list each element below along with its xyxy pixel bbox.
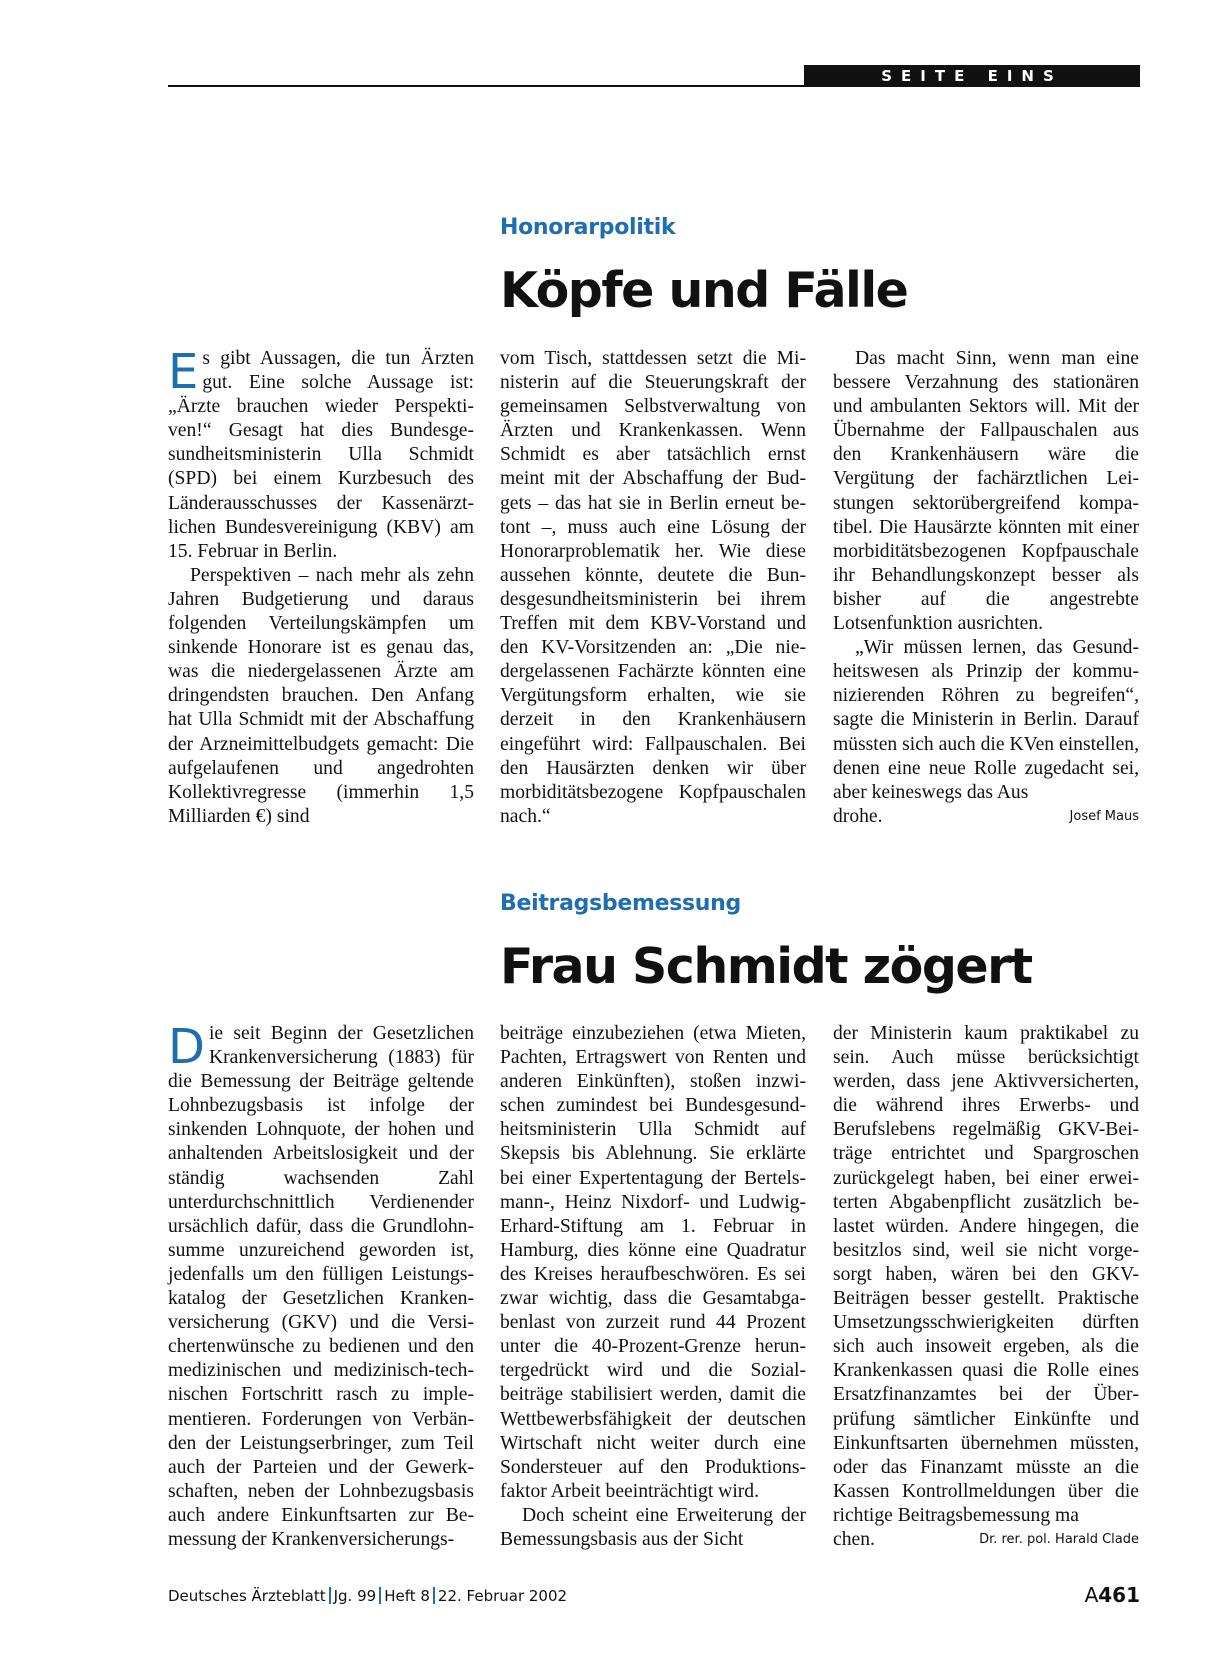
article2-author: Dr. rer. pol. Harald Clade xyxy=(979,1531,1139,1547)
article2-col1-paragraph-1: ie seit Beginn der Gesetzlichen Krankenversicherung (1883) für die Bemessung der Beiträge geltende Lohnbezugsbasis ist infolge der sinkenden Lohnquote, der hohen und anhaltenden Arbeitslosigkeit und der ständig wachsenden Zahl unterdurchschnittlich Verdienender ursächlich dafür, dass die Grundlohnsumme unzureichend geworden ist, jedenfalls um den fülligen Leistungskatalog der Gesetzlichen Krankenversicherung (GKV) und die Versichertenwünsche zu bedienen und den medizinischen und medizinisch-technischen Fortschritt rasch zu implementieren. Forderungen von Verbänden der Leistungserbringer, zum Teil auch der Parteien und der Gewerkschaften, neben der Lohnbezugsbasis auch andere Einkunftsarten zur Bemessung der Krankenversicherungs- xyxy=(168,1023,474,1550)
article2-col3-paragraph-1: der Ministerin kaum praktikabel zu sein. Auch müsse berücksichtigt werden, dass jene Aktivversicherten, die während ihres Erwerbs- und Berufslebens regelmäßig GKV-Beiträge entrichtet und Spargroschen zurückgelegt haben, bei einer erweiterten Abgabenpflicht zusätzlich belastet würden. Andere hingegen, die besitzlos sind, weil sie nicht vorgesorgt haben, wären bei den GKV-Beiträgen besser gestellt. Praktische Umsetzungsschwierigkeiten dürften sich auch insoweit ergeben, als die Krankenkassen quasi die Rolle eines Ersatzfinanzamtes bei der Überprüfung sämtlicher Einkünfte und Einkunftsarten übernehmen müssten, oder das Finanzamt müsste an die Kassen Kontrollmeldungen über die richtige Beitragsbemessung ma xyxy=(833,1023,1139,1526)
article1-col1-paragraph-2: Perspektiven – nach mehr als zehn Jahren Budgetierung und daraus folgenden Verteilungskämpfen um sinkende Honorare ist es genau das, was die niedergelassenen Ärzte am dringendsten brauchen. Den Anfang hat Ulla Schmidt mit der Abschaffung der Arzneimittelbudgets gemacht: Die aufgelaufenen und angedrohten Kollektivregresse (immerhin 1,5 Milliarden €) sind xyxy=(168,564,474,827)
article1-column-1 xyxy=(168,344,474,829)
article2-column-1 xyxy=(168,1019,474,1552)
article1-author: Josef Maus xyxy=(1069,808,1139,824)
footer-date: 22. Februar 2002 xyxy=(437,1587,568,1605)
article1-col3-paragraph-2: „Wir müssen lernen, das Gesundheitswesen als Prinzip der kommunizierenden Röhren zu begreifen“, sagte die Ministerin in Berlin. Darauf müssten sich auch die KVen einstellen, denen eine neue Rolle zugedacht sei, aber keineswegs das Aus xyxy=(833,637,1139,803)
article2-headline: Frau Schmidt zögert xyxy=(500,938,1032,995)
article1-kicker: Honorarpolitik xyxy=(500,215,676,240)
section-label: SEITE EINS xyxy=(804,65,1140,87)
article1-col3-paragraph-1: Das macht Sinn, wenn man eine bessere Verzahnung des stationären und ambulanten Sektors will. Mit der Übernahme der Fallpauschalen aus den Krankenhäusern wäre die Vergütung der fachärztlichen Leistungen sektorübergreifend kompatibel. Die Hausärzte könnten mit einer morbiditätsbezogenen Kopfpauschale ihr Behandlungskonzept besser als bisher auf die angestrebte Lotsenfunktion ausrichten. xyxy=(833,348,1139,635)
article2-dropcap: D xyxy=(168,1019,205,1075)
page-prefix: A xyxy=(1084,1583,1099,1607)
article2-column-3 xyxy=(833,1022,1139,1552)
article2-kicker: Beitragsbemessung xyxy=(500,891,741,916)
footer-separator xyxy=(433,1587,435,1604)
article1-column-3 xyxy=(833,347,1139,829)
article2-col2-paragraph-1: beiträge einzubeziehen (etwa Mieten, Pachten, Ertragswert von Renten und anderen Einkünften), stoßen inzwischen zumindest bei Bundesgesundheitsministerin Ulla Schmidt auf Skepsis bis Ablehnung. Sie erklärte bei einer Expertentagung der Bertelsmann-, Heinz Nixdorf- und Ludwig-Erhard-Stiftung am 1. Februar in Hamburg, dies könne eine Quadratur des Kreises heraufbeschwören. Es sei zwar wichtig, dass die Gesamtabgabenlast von zurzeit rund 44 Prozent unter die 40-Prozent-Grenze heruntergedrückt wird und die Sozialbeiträge stabilisiert werden, damit die Wettbewerbsfähigkeit der deutschen Wirtschaft nicht weiter durch eine Sondersteuer auf den Produktionsfaktor Arbeit beeinträchtigt wird. xyxy=(500,1023,806,1502)
page-number-value: 461 xyxy=(1098,1583,1140,1607)
footer-separator xyxy=(329,1587,331,1604)
footer-citation xyxy=(168,1587,567,1605)
article1-col3-last-line: drohe. xyxy=(833,805,883,827)
header-rule xyxy=(168,85,804,87)
article1-column-2 xyxy=(500,347,806,829)
article2-column-2 xyxy=(500,1022,806,1552)
footer-journal: Deutsches Ärzteblatt xyxy=(168,1587,326,1605)
article1-headline: Köpfe und Fälle xyxy=(500,262,908,319)
footer-issue: Heft 8 xyxy=(384,1587,430,1605)
article2-col3-last-line: chen. xyxy=(833,1528,875,1550)
footer-volume: Jg. 99 xyxy=(333,1587,377,1605)
footer-separator xyxy=(379,1587,381,1604)
article1-col1-paragraph-1: s gibt Aussagen, die tun Ärzten gut. Eine solche Aussage ist: „Ärzte brauchen wieder Perspektiven!“ Gesagt hat dies Bundesgesundheitsministerin Ulla Schmidt (SPD) bei einem Kurzbesuch des Länderausschusses der Kassenärztlichen Bundesvereinigung (KBV) am 15. Februar in Berlin. xyxy=(168,348,474,562)
page-number xyxy=(1040,1583,1140,1607)
article1-col2-paragraph-1: vom Tisch, stattdessen setzt die Ministerin auf die Steuerungskraft der gemeinsamen Selbstverwaltung von Ärzten und Krankenkassen. Wenn Schmidt es aber tatsächlich ernst meint mit der Abschaffung der Budgets – das hat sie in Berlin erneut betont –, muss auch eine Lösung der Honorarproblematik her. Wie diese aussehen könnte, deutete die Bundesgesundheitsministerin bei ihrem Treffen mit dem KBV-Vorstand und den KV-Vorsitzenden an: „Die niedergelassenen Fachärzte könnten eine Vergütungsform erhalten, wie sie derzeit in den Krankenhäusern eingeführt wird: Fallpauschalen. Bei den Hausärzten denken wir über morbiditätsbezogene Kopfpauschalen nach.“ xyxy=(500,348,806,827)
article2-col2-paragraph-2: Doch scheint eine Erweiterung der Bemessungsbasis aus der Sicht xyxy=(500,1504,806,1550)
article1-dropcap: E xyxy=(168,344,199,400)
